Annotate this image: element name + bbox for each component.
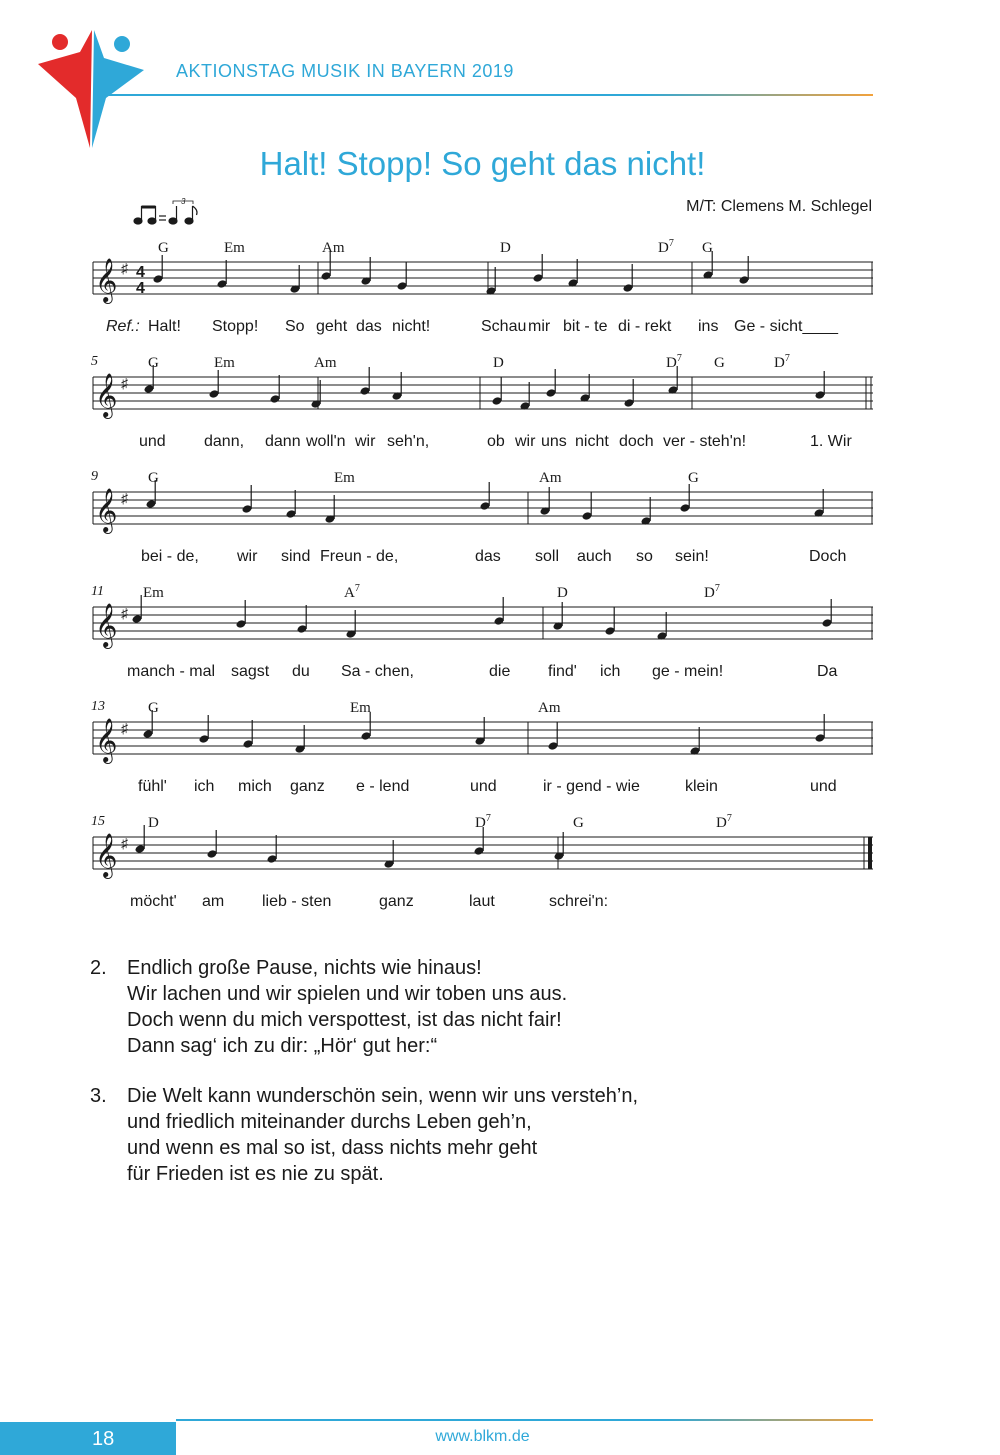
verse-number: 3. <box>90 1085 107 1107</box>
lyric-syllable: manch - mal <box>127 663 216 680</box>
lyric-syllable: du <box>292 663 310 680</box>
chord-symbol: $D^7$ <box>716 813 732 831</box>
lyric-syllable: und <box>139 433 166 450</box>
measure-number: 5 <box>91 354 98 369</box>
treble-clef-icon: 𝄞 <box>95 605 118 647</box>
verse-line: Doch wenn du mich verspottest, ist das nicht fair! <box>127 1009 562 1031</box>
chord-symbol: D <box>493 355 504 371</box>
sharp-icon: ♯ <box>121 835 128 851</box>
staff-system <box>91 353 873 450</box>
chord-symbol: Am <box>539 470 562 486</box>
lyric-syllable: Ref.: <box>106 318 140 335</box>
sharp-icon: ♯ <box>121 375 128 391</box>
chord-symbol: Am <box>538 700 561 716</box>
chord-symbol: Em <box>224 240 245 256</box>
lyric-syllable: Stopp! <box>212 318 259 335</box>
chord-symbol: Em <box>214 355 235 371</box>
header-rule <box>98 94 873 96</box>
time-signature: 4 <box>136 280 145 297</box>
svg-text:3: 3 <box>181 197 186 206</box>
lyric-syllable: wir <box>515 433 536 450</box>
lyric-syllable: 1. Wir <box>810 433 852 450</box>
chord-symbol: G <box>688 470 699 486</box>
lyric-syllable: mir <box>528 318 551 335</box>
swing-tempo-marking <box>128 196 208 228</box>
lyric-syllable: die <box>489 663 511 680</box>
chord-symbol: Em <box>334 470 355 486</box>
lyric-syllable: woll'n <box>306 433 346 450</box>
verse-line: Wir lachen und wir spielen und wir toben uns aus. <box>127 983 568 1005</box>
measure-number: 11 <box>91 584 104 599</box>
lyric-syllable: Ge - sicht____ <box>734 318 839 335</box>
lyric-syllable: ganz <box>379 893 414 910</box>
lyric-syllable: laut <box>469 893 495 910</box>
chord-symbol: Em <box>143 585 164 601</box>
lyric-syllable: seh'n, <box>387 433 430 450</box>
lyric-syllable: ins <box>698 318 719 335</box>
chord-symbol: G <box>573 815 584 831</box>
lyric-syllable: ver - steh'n! <box>663 433 747 450</box>
lyric-syllable: wir <box>355 433 376 450</box>
treble-clef-icon: 𝄞 <box>95 375 118 417</box>
lyric-syllable: das <box>356 318 382 335</box>
chord-symbol: $D^7$ <box>658 238 674 256</box>
lyric-syllable: schrei'n: <box>549 893 609 910</box>
lyric-syllable: dann, <box>204 433 245 450</box>
staff-system <box>91 699 873 795</box>
verse-line: und friedlich miteinander durchs Leben geh’n, <box>127 1111 532 1133</box>
lyric-syllable: Schau <box>481 318 527 335</box>
chord-symbol: D <box>557 585 568 601</box>
chord-symbol: $D^7$ <box>666 353 682 371</box>
lyric-syllable: soll <box>535 548 560 565</box>
lyric-syllable: lieb - sten <box>262 893 332 910</box>
lyric-syllable: sein! <box>675 548 709 565</box>
sharp-icon: ♯ <box>121 260 128 276</box>
verses <box>90 955 638 1187</box>
lyric-syllable: sagst <box>231 663 270 680</box>
verse-line: Endlich große Pause, nichts wie hinaus! <box>127 957 482 979</box>
lyric-syllable: nicht <box>575 433 609 450</box>
lyric-syllable: e - lend <box>356 778 410 795</box>
verse-line: Die Welt kann wunderschön sein, wenn wir uns versteh’n, <box>127 1085 638 1107</box>
verse-line: Dann sag‘ ich zu dir: „Hör‘ gut her:“ <box>127 1035 438 1057</box>
blkm-logo <box>36 24 146 148</box>
lyric-syllable: ich <box>194 778 215 795</box>
lyric-syllable: Da <box>817 663 838 680</box>
lyric-syllable: ge - mein! <box>652 663 724 680</box>
lyric-syllable: uns <box>541 433 567 450</box>
logo-red-head <box>52 34 68 50</box>
treble-clef-icon: 𝄞 <box>95 260 118 302</box>
sharp-icon: ♯ <box>121 720 128 736</box>
lyric-syllable: klein <box>685 778 718 795</box>
treble-clef-icon: 𝄞 <box>95 720 118 762</box>
page-number: 18 <box>92 1428 115 1450</box>
verse-line: und wenn es mal so ist, dass nichts mehr geht <box>127 1137 538 1159</box>
verse-3 <box>90 1083 638 1187</box>
lyric-syllable: und <box>470 778 497 795</box>
chord-symbol: G <box>148 700 159 716</box>
measure-number: 15 <box>91 814 105 829</box>
lyric-syllable: bei - de, <box>141 548 199 565</box>
staff-system <box>91 469 873 565</box>
lyric-syllable: sind <box>281 548 311 565</box>
lyric-syllable: möcht' <box>130 893 177 910</box>
music-score <box>0 230 1000 930</box>
lyric-syllable: fühl' <box>138 778 167 795</box>
measure-number: 13 <box>91 699 105 714</box>
composer-credit: M/T: Clemens M. Schlegel <box>686 198 872 215</box>
staff-system <box>93 238 873 335</box>
chord-symbol: Am <box>322 240 345 256</box>
lyric-syllable: am <box>202 893 225 910</box>
lyric-syllable: find' <box>548 663 577 680</box>
lyric-syllable: Freun - de, <box>320 548 399 565</box>
chord-symbol: G <box>158 240 169 256</box>
verse-2 <box>90 955 638 1059</box>
song-title: Halt! Stopp! So geht das nicht! <box>259 145 706 182</box>
chord-symbol: $D^7$ <box>704 583 720 601</box>
treble-clef-icon: 𝄞 <box>95 490 118 532</box>
time-signature: 4 <box>136 264 145 281</box>
chord-symbol: D <box>500 240 511 256</box>
lyric-syllable: ich <box>600 663 621 680</box>
lyric-syllable: das <box>475 548 501 565</box>
lyric-syllable: Doch <box>809 548 847 565</box>
verse-line: für Frieden ist es nie zu spät. <box>127 1163 384 1185</box>
website-link[interactable]: www.blkm.de <box>435 1428 530 1445</box>
chord-symbol: D <box>148 815 159 831</box>
lyric-syllable: ir - gend - wie <box>543 778 640 795</box>
chord-symbol: G <box>148 355 159 371</box>
lyric-syllable: ob <box>487 433 505 450</box>
header-title: AKTIONSTAG MUSIK IN BAYERN 2019 <box>176 61 514 81</box>
logo-blue-head <box>114 36 130 52</box>
measure-number: 9 <box>91 469 98 484</box>
lyric-syllable: nicht! <box>392 318 431 335</box>
sharp-icon: ♯ <box>121 490 128 506</box>
lyric-syllable: auch <box>577 548 612 565</box>
lyric-syllable: Halt! <box>148 318 181 335</box>
treble-clef-icon: 𝄞 <box>95 835 118 877</box>
lyric-syllable: so <box>636 548 653 565</box>
lyric-syllable: Sa - chen, <box>341 663 414 680</box>
lyric-syllable: ganz <box>290 778 325 795</box>
chord-symbol: G <box>714 355 725 371</box>
lyric-syllable: mich <box>238 778 272 795</box>
sharp-icon: ♯ <box>121 605 128 621</box>
lyric-syllable: geht <box>316 318 348 335</box>
chord-symbol: $D^7$ <box>475 813 491 831</box>
chord-symbol: $A^7$ <box>344 583 360 601</box>
staff-system <box>91 583 873 680</box>
lyric-syllable: dann <box>265 433 301 450</box>
lyric-syllable: di - rekt <box>618 318 672 335</box>
lyric-syllable: So <box>285 318 305 335</box>
chord-symbol: Am <box>314 355 337 371</box>
lyric-syllable: bit - te <box>563 318 608 335</box>
staff-system <box>91 813 873 910</box>
chord-symbol: $D^7$ <box>774 353 790 371</box>
chord-symbol: G <box>702 240 713 256</box>
chord-symbol: G <box>148 470 159 486</box>
footer-rule <box>176 1419 873 1421</box>
verse-number: 2. <box>90 957 107 979</box>
lyric-syllable: wir <box>237 548 258 565</box>
lyric-syllable: und <box>810 778 837 795</box>
lyric-syllable: doch <box>619 433 654 450</box>
chord-symbol: Em <box>350 700 371 716</box>
